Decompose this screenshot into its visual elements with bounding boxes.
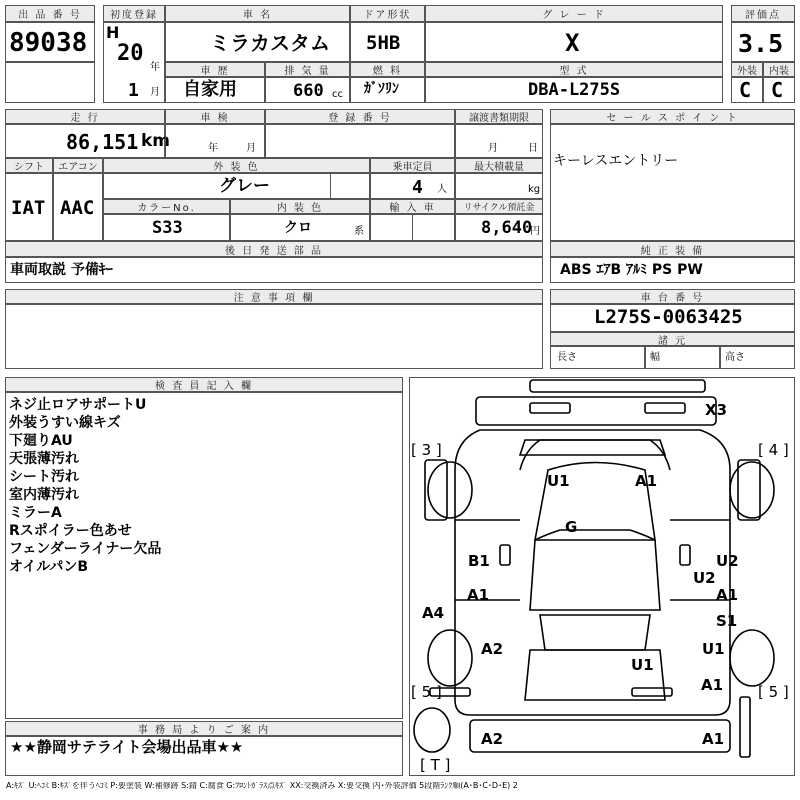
chassis-label: 車 台 番 号 [550,289,795,304]
displacement-label: 排 気 量 [265,62,350,77]
shipping-parts: 車両取説 予備ｷｰ [10,262,113,278]
inspection-year-unit: 年 [208,143,218,154]
office-notice: ★★静岡サテライト会場出品車★★ [10,738,244,756]
office-notice-label: 事 務 局 よ り ご 案 内 [5,721,403,736]
sales-point: キーレスエントリー [553,153,679,169]
car-name-label: 車 名 [165,5,350,22]
inspection-label: 車 検 [165,109,265,124]
transfer-month-unit: 月 [488,143,498,154]
transfer-deadline-label: 譲渡書類期限 [455,109,543,124]
damage-mark: A4 [422,604,445,622]
width-label: 幅 [650,352,660,363]
color-number-label: カラーNo. [103,199,230,214]
registration-month: 1 [128,80,139,101]
registration-year: 20 [117,41,144,66]
equipment-label: 純 正 装 備 [550,241,795,257]
damage-mark: G [565,518,578,536]
damage-mark: U2 [693,569,716,587]
interior-color-label: 内 装 色 [230,199,370,214]
import-label: 輸 入 車 [370,199,455,214]
inspector-note-line: Rスポイラー色あせ [9,523,132,539]
exterior-color-label: 外 装 色 [103,158,370,173]
transfer-day-unit: 日 [528,143,538,154]
diagram-bracket: [ 4 ] [758,441,789,459]
interior-color: クロ [284,220,312,236]
inspector-note-line: ミラーA [9,505,62,521]
dimensions-label: 諸 元 [550,332,795,346]
interior-color-unit: 系 [354,226,364,237]
damage-mark: U1 [702,640,725,658]
inspector-note-line: 室内薄汚れ [9,487,79,503]
interior-grade: C [771,78,784,102]
model-code-label: 型 式 [425,62,723,77]
inspector-note-line: オイルパンB [9,559,88,575]
model-code: DBA-L275S [528,80,621,100]
damage-mark: A1 [467,586,490,604]
damage-mark: A1 [635,472,658,490]
fuel-type: ｶﾞｿﾘﾝ [364,81,399,97]
door-type: 5HB [366,32,401,54]
height-label: 高さ [725,352,745,363]
inspection-month-unit: 月 [246,143,256,154]
mileage: 86,151 [66,130,139,154]
lot-number: 89038 [9,28,88,58]
length-label: 長さ [557,352,577,363]
max-load-unit: kg [528,184,541,195]
history-label: 車 歴 [165,62,265,77]
damage-mark: U1 [631,656,654,674]
aircon-label: エアコン [53,158,103,173]
max-load-label: 最大積載量 [455,158,543,173]
legend: A:ｷｽﾞ U:ﾍｺﾐ B:ｷｽﾞを伴うﾍｺﾐ P:要塗装 W:補修跡 S:錆 C:腐食 G:ﾌﾛﾝﾄｶﾞﾗｽ点ｷｽﾞ XX:交換済み X:要交換 内･外装評価 5段階ﾗﾝｸ順(A･B･C･D･E) 2 [6,782,518,790]
exterior-color: グレー [219,176,270,196]
damage-mark: U2 [716,552,739,570]
inspector-note-line: 天張薄汚れ [9,451,79,467]
door-type-label: ドア形状 [350,5,425,22]
diagram-bracket: [ 5 ] [411,683,442,701]
notes-label: 注 意 事 項 欄 [5,289,543,304]
mileage-label: 走 行 [5,109,165,124]
damage-mark: X3 [705,401,728,419]
fuel-label: 燃 料 [350,62,425,77]
year-unit: 年 [150,62,160,73]
inspector-note-line: フェンダーライナー欠品 [9,541,162,557]
damage-mark: A1 [702,730,725,748]
inspector-note-line: シート汚れ [9,469,79,485]
aircon: AAC [60,197,95,219]
diagram-bracket: [ T ] [420,756,451,774]
capacity-unit: 人 [437,184,447,195]
damage-mark: S1 [716,612,738,630]
month-unit: 月 [150,87,160,98]
lot-number-label: 出 品 番 号 [5,5,95,22]
capacity-label: 乗車定員 [370,158,455,173]
evaluation-score: 3.5 [738,29,784,58]
exterior-grade-label: 外装 [731,62,763,77]
chassis-number: L275S-0063425 [594,306,743,328]
inspector-note-line: 外装うすい線キズ [9,415,121,431]
first-registration-label: 初度登録 [103,5,165,22]
inspector-note-line: ネジ止ロアサポートU [9,397,147,413]
sales-point-label: セ ー ル ス ポ イ ン ト [550,109,795,124]
damage-mark: A2 [481,730,504,748]
inspector-note-line: 下廻りAU [9,433,73,449]
inspector-notes-label: 検 査 員 記 入 欄 [5,377,403,392]
shift-label: シフト [5,158,53,173]
capacity: 4 [412,177,423,198]
shift: IAT [11,197,46,219]
damage-mark: B1 [468,552,490,570]
recycle-fee-unit: 円 [530,226,540,237]
era-letter: H [106,23,120,42]
damage-mark: A1 [701,676,724,694]
displacement-unit: cc [332,89,343,100]
damage-mark: A1 [716,586,739,604]
displacement: 660 [293,81,324,101]
registration-number-label: 登 録 番 号 [265,109,455,124]
mileage-unit: km [141,131,171,151]
damage-mark: A2 [481,640,504,658]
exterior-grade: C [739,78,752,102]
equipment: ABS ｴｱB ｱﾙﾐ PS PW [560,262,703,278]
diagram-bracket: [ 5 ] [758,683,789,701]
recycle-fee-label: リサイクル預託金 [455,199,543,214]
color-number: S33 [152,218,183,238]
grade: X [565,29,580,57]
damage-mark: U1 [547,472,570,490]
shipping-parts-label: 後 日 発 送 部 品 [5,241,543,257]
car-name: ミラカスタム [210,31,330,55]
score-label: 評価点 [731,5,795,22]
grade-label: グ レ ー ド [425,5,723,22]
vehicle-history: 自家用 [183,79,237,100]
interior-grade-label: 内装 [763,62,795,77]
diagram-bracket: [ 3 ] [411,441,442,459]
recycle-fee: 8,640 [481,218,533,238]
